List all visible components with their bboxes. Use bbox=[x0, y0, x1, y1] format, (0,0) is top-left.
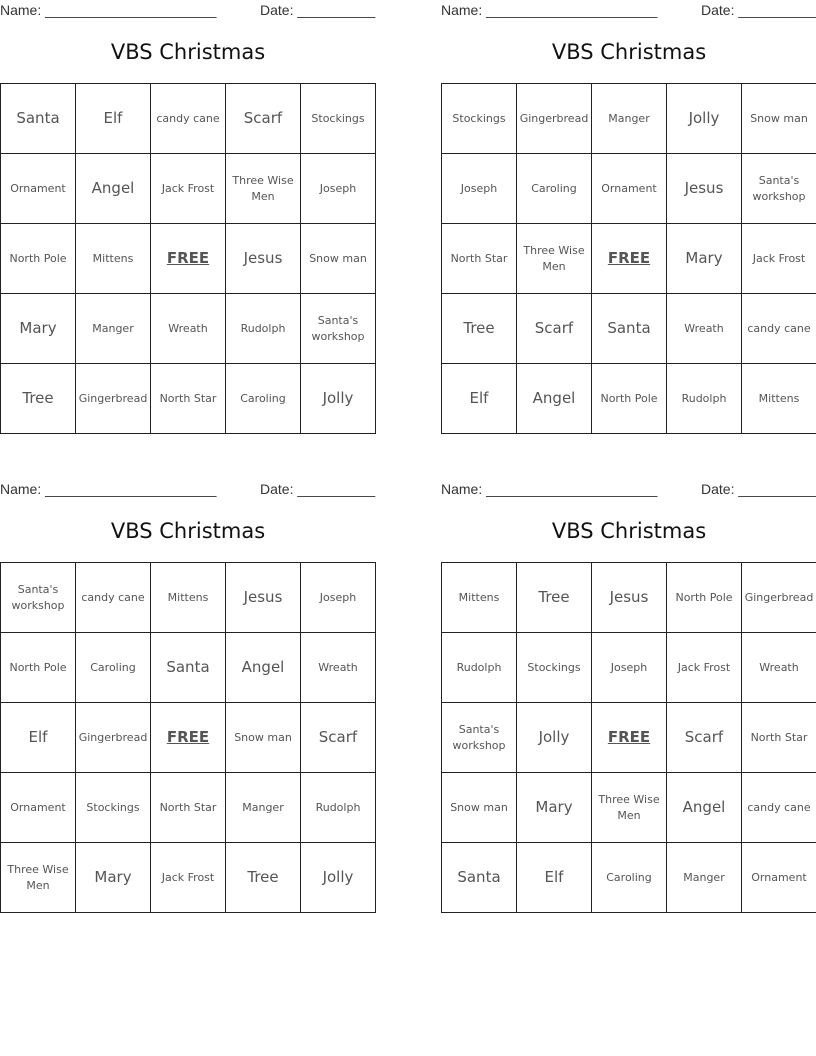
bingo-cell: Wreath bbox=[667, 294, 742, 364]
bingo-cell: Three Wise Men bbox=[592, 773, 667, 843]
bingo-cell: Tree bbox=[517, 563, 592, 633]
bingo-cell: North Star bbox=[151, 364, 226, 434]
bingo-cell: Mittens bbox=[742, 364, 816, 434]
bingo-cell: Scarf bbox=[226, 84, 301, 154]
bingo-cell: Snow man bbox=[742, 84, 816, 154]
bingo-cell: Gingerbread bbox=[517, 84, 592, 154]
bingo-cell: Elf bbox=[76, 84, 151, 154]
bingo-cell: Manger bbox=[226, 773, 301, 843]
bingo-cell: Angel bbox=[76, 154, 151, 224]
bingo-cell: Jesus bbox=[592, 563, 667, 633]
bingo-cell: candy cane bbox=[76, 563, 151, 633]
bingo-cell: Jolly bbox=[301, 843, 376, 913]
bingo-cell: Santa bbox=[1, 84, 76, 154]
bingo-cell: Elf bbox=[442, 364, 517, 434]
bingo-cell: Santa bbox=[592, 294, 667, 364]
bingo-cell: Three Wise Men bbox=[1, 843, 76, 913]
bingo-cell: Jack Frost bbox=[667, 633, 742, 703]
bingo-cell: Rudolph bbox=[667, 364, 742, 434]
bingo-cell: Tree bbox=[442, 294, 517, 364]
bingo-cell: Jack Frost bbox=[151, 154, 226, 224]
bingo-cell: Wreath bbox=[151, 294, 226, 364]
bingo-cell: Jolly bbox=[301, 364, 376, 434]
bingo-cell: Stockings bbox=[301, 84, 376, 154]
bingo-cell: Joseph bbox=[592, 633, 667, 703]
name-line: Name: ______________________ bbox=[0, 481, 217, 497]
bingo-cell: Jesus bbox=[226, 224, 301, 294]
free-space-cell: FREE bbox=[151, 703, 226, 773]
bingo-cell: Manger bbox=[667, 843, 742, 913]
bingo-cell: Caroling bbox=[76, 633, 151, 703]
card-title: VBS Christmas bbox=[551, 519, 707, 543]
bingo-cell: Angel bbox=[667, 773, 742, 843]
name-date-row bbox=[0, 2, 376, 20]
bingo-cell: Stockings bbox=[76, 773, 151, 843]
bingo-cell: Ornament bbox=[742, 843, 816, 913]
bingo-cell: Three Wise Men bbox=[517, 224, 592, 294]
bingo-cell: Tree bbox=[1, 364, 76, 434]
bingo-cell: Santa's workshop bbox=[742, 154, 816, 224]
bingo-cell: Rudolph bbox=[442, 633, 517, 703]
bingo-cell: Caroling bbox=[226, 364, 301, 434]
bingo-cell: Tree bbox=[226, 843, 301, 913]
bingo-cell: Snow man bbox=[301, 224, 376, 294]
bingo-cell: Snow man bbox=[442, 773, 517, 843]
bingo-cell: North Star bbox=[442, 224, 517, 294]
bingo-cell: Ornament bbox=[1, 154, 76, 224]
bingo-cell: Jolly bbox=[517, 703, 592, 773]
bingo-cell: North Star bbox=[151, 773, 226, 843]
bingo-cell: Stockings bbox=[442, 84, 517, 154]
bingo-cell: Gingerbread bbox=[742, 563, 816, 633]
bingo-cell: North Star bbox=[742, 703, 816, 773]
bingo-cell: Santa bbox=[442, 843, 517, 913]
bingo-cell: Mary bbox=[517, 773, 592, 843]
name-date-row bbox=[0, 481, 376, 499]
free-space-cell: FREE bbox=[592, 703, 667, 773]
bingo-cell: Manger bbox=[592, 84, 667, 154]
bingo-cell: Mary bbox=[1, 294, 76, 364]
bingo-cell: Santa's workshop bbox=[301, 294, 376, 364]
name-date-row bbox=[441, 2, 816, 20]
card-title: VBS Christmas bbox=[110, 519, 266, 543]
bingo-grid bbox=[441, 83, 816, 434]
bingo-cell: Mittens bbox=[442, 563, 517, 633]
bingo-cell: Gingerbread bbox=[76, 703, 151, 773]
bingo-cell: candy cane bbox=[742, 773, 816, 843]
date-line: Date: __________ bbox=[701, 481, 816, 497]
bingo-cell: Jesus bbox=[667, 154, 742, 224]
bingo-cell: Manger bbox=[76, 294, 151, 364]
bingo-cell: Elf bbox=[517, 843, 592, 913]
bingo-cell: Caroling bbox=[517, 154, 592, 224]
name-line: Name: ______________________ bbox=[0, 2, 217, 18]
bingo-cell: Scarf bbox=[517, 294, 592, 364]
bingo-cell: Jolly bbox=[667, 84, 742, 154]
bingo-cell: Santa's workshop bbox=[1, 563, 76, 633]
bingo-cell: Rudolph bbox=[301, 773, 376, 843]
bingo-cell: Angel bbox=[517, 364, 592, 434]
bingo-cell: Joseph bbox=[301, 154, 376, 224]
bingo-cell: Gingerbread bbox=[76, 364, 151, 434]
bingo-cell: North Pole bbox=[1, 633, 76, 703]
bingo-cell: Snow man bbox=[226, 703, 301, 773]
bingo-cell: Santa bbox=[151, 633, 226, 703]
name-date-row bbox=[441, 481, 816, 499]
free-space-cell: FREE bbox=[151, 224, 226, 294]
date-line: Date: __________ bbox=[701, 2, 816, 18]
card-title: VBS Christmas bbox=[551, 40, 707, 64]
bingo-cell: North Pole bbox=[1, 224, 76, 294]
bingo-cell: Rudolph bbox=[226, 294, 301, 364]
bingo-cell: Ornament bbox=[1, 773, 76, 843]
bingo-cell: Jesus bbox=[226, 563, 301, 633]
bingo-cell: Caroling bbox=[592, 843, 667, 913]
bingo-cell: Mary bbox=[76, 843, 151, 913]
bingo-cell: North Pole bbox=[592, 364, 667, 434]
bingo-cell: Scarf bbox=[301, 703, 376, 773]
bingo-grid bbox=[441, 562, 816, 913]
bingo-cell: Santa's workshop bbox=[442, 703, 517, 773]
bingo-cell: Mittens bbox=[76, 224, 151, 294]
bingo-cell: Jack Frost bbox=[742, 224, 816, 294]
bingo-cell: Ornament bbox=[592, 154, 667, 224]
bingo-cell: Stockings bbox=[517, 633, 592, 703]
bingo-cell: Elf bbox=[1, 703, 76, 773]
date-line: Date: __________ bbox=[260, 481, 376, 497]
name-line: Name: ______________________ bbox=[441, 2, 658, 18]
bingo-cell: Angel bbox=[226, 633, 301, 703]
bingo-cell: Wreath bbox=[742, 633, 816, 703]
bingo-cell: candy cane bbox=[742, 294, 816, 364]
bingo-grid bbox=[0, 562, 376, 913]
bingo-cell: Mary bbox=[667, 224, 742, 294]
bingo-grid bbox=[0, 83, 376, 434]
free-space-cell: FREE bbox=[592, 224, 667, 294]
bingo-cell: Jack Frost bbox=[151, 843, 226, 913]
bingo-cell: Joseph bbox=[301, 563, 376, 633]
bingo-cell: Three Wise Men bbox=[226, 154, 301, 224]
bingo-cell: Joseph bbox=[442, 154, 517, 224]
date-line: Date: __________ bbox=[260, 2, 376, 18]
card-title: VBS Christmas bbox=[110, 40, 266, 64]
bingo-cell: Mittens bbox=[151, 563, 226, 633]
bingo-cell: candy cane bbox=[151, 84, 226, 154]
bingo-cell: Scarf bbox=[667, 703, 742, 773]
bingo-cell: North Pole bbox=[667, 563, 742, 633]
name-line: Name: ______________________ bbox=[441, 481, 658, 497]
bingo-cell: Wreath bbox=[301, 633, 376, 703]
